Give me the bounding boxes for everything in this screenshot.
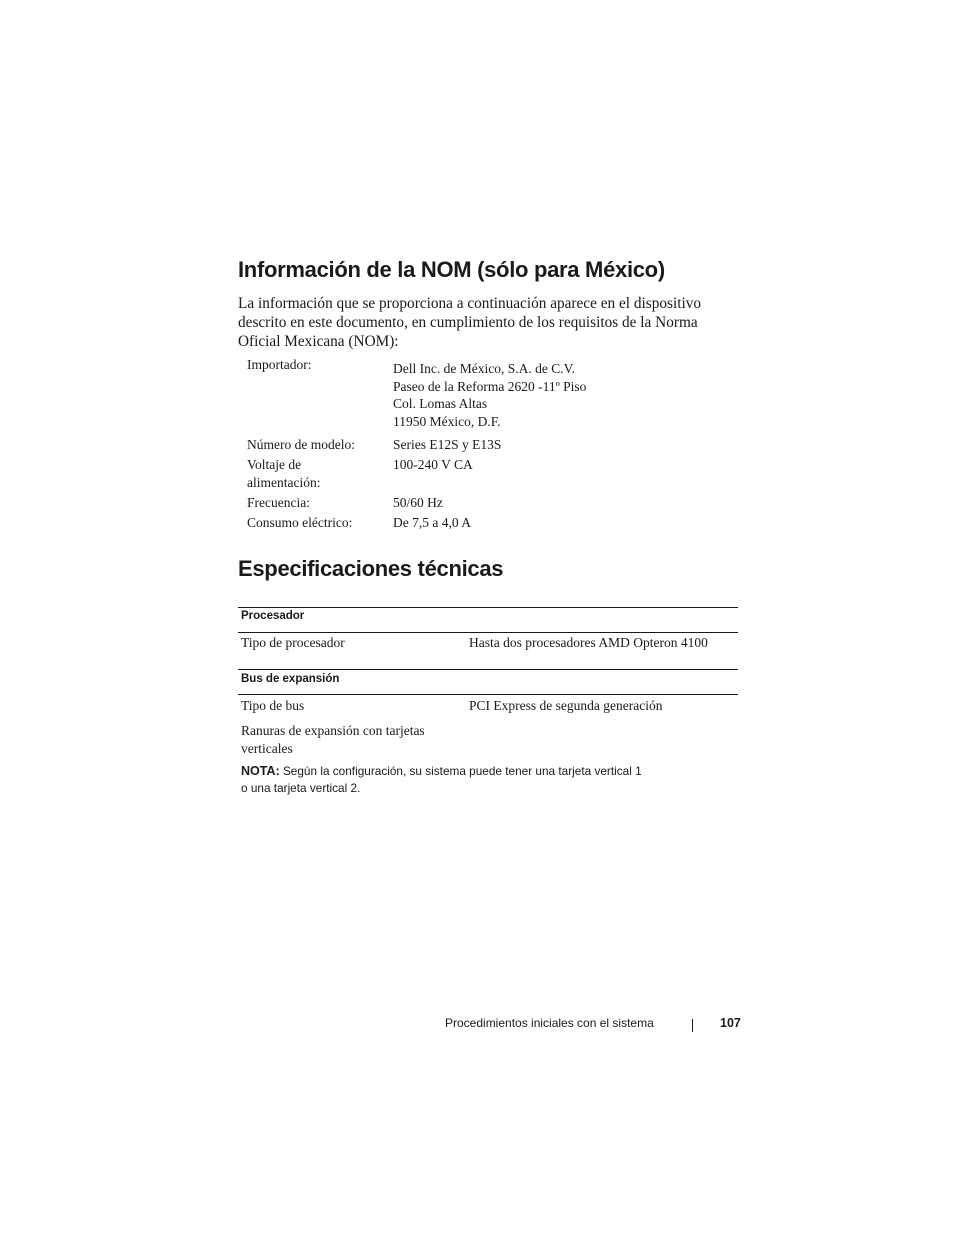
nom-heading: Información de la NOM (sólo para México) bbox=[238, 257, 665, 282]
nom-value-importador bbox=[393, 360, 586, 430]
nom-value-line: Dell Inc. de México, S.A. de C.V. bbox=[393, 361, 575, 376]
note-box bbox=[241, 763, 642, 797]
nom-label-text: Consumo eléctrico: bbox=[247, 515, 353, 530]
footer-separator bbox=[692, 1019, 693, 1032]
table-divider bbox=[238, 694, 738, 695]
spec-value-text: Hasta dos procesadores AMD Opteron 4100 bbox=[469, 635, 708, 650]
nom-intro bbox=[238, 294, 738, 351]
note-label: NOTA: bbox=[241, 764, 280, 778]
nom-label-consumo bbox=[247, 514, 352, 532]
nom-label-importador bbox=[247, 356, 311, 374]
spec-label-tipo-bus bbox=[241, 697, 304, 715]
spec-label-tipo-procesador bbox=[241, 634, 345, 652]
spec-value-text: PCI Express de segunda generación bbox=[469, 698, 663, 713]
spec-value-tipo-bus bbox=[469, 697, 662, 715]
spec-group-title-procesador: Procesador bbox=[241, 610, 305, 622]
spec-label-text: Tipo de bus bbox=[241, 698, 305, 713]
table-divider bbox=[238, 632, 738, 633]
nom-value-line: Series E12S y E13S bbox=[393, 437, 502, 452]
spec-label-text: Tipo de procesador bbox=[241, 635, 345, 650]
nom-label-text: alimentación: bbox=[247, 474, 321, 490]
nom-value-line: 100-240 V CA bbox=[393, 457, 473, 472]
nom-value-frecuencia bbox=[393, 494, 443, 512]
table-divider bbox=[238, 669, 738, 670]
spec-label-ranuras bbox=[241, 722, 425, 757]
note-line bbox=[241, 763, 642, 780]
nom-label-text: Número de modelo: bbox=[247, 437, 355, 452]
spec-label-text: Ranuras de expansión con tarjetas bbox=[241, 723, 425, 738]
nom-label-text: Frecuencia: bbox=[247, 495, 310, 510]
nom-value-voltaje bbox=[393, 456, 473, 474]
table-divider bbox=[238, 607, 738, 608]
nom-intro-line: La información que se proporciona a continuación aparece en el dispositivo bbox=[238, 295, 701, 312]
nom-value-modelo bbox=[393, 436, 501, 454]
nom-label-text: Importador: bbox=[247, 357, 312, 372]
nom-label-text: Voltaje de bbox=[247, 457, 302, 472]
nom-label-modelo bbox=[247, 436, 355, 454]
nom-intro-line: Oficial Mexicana (NOM): bbox=[238, 333, 399, 350]
page-number: 107 bbox=[720, 1016, 741, 1030]
nom-intro-line: descrito en este documento, en cumplimiento de los requisitos de la Norma bbox=[238, 314, 698, 331]
nom-label-voltaje bbox=[247, 456, 320, 491]
note-line: o una tarjeta vertical 2. bbox=[241, 781, 361, 795]
nom-value-line: Col. Lomas Altas bbox=[393, 396, 488, 411]
spec-value-tipo-procesador bbox=[469, 634, 708, 652]
spec-label-text: verticales bbox=[241, 740, 293, 756]
nom-value-line: De 7,5 a 4,0 A bbox=[393, 515, 471, 530]
note-text: Según la configuración, su sistema puede tener una tarjeta vertical 1 bbox=[282, 764, 642, 778]
footer-title: Procedimientos iniciales con el sistema bbox=[445, 1016, 654, 1030]
nom-value-line: 11950 México, D.F. bbox=[393, 413, 501, 429]
spec-heading: Especificaciones técnicas bbox=[238, 556, 504, 581]
nom-value-line: 50/60 Hz bbox=[393, 495, 443, 510]
nom-label-frecuencia bbox=[247, 494, 310, 512]
spec-group-title-bus: Bus de expansión bbox=[241, 673, 340, 685]
nom-value-consumo bbox=[393, 514, 471, 532]
nom-value-line: Paseo de la Reforma 2620 -11º Piso bbox=[393, 378, 587, 394]
